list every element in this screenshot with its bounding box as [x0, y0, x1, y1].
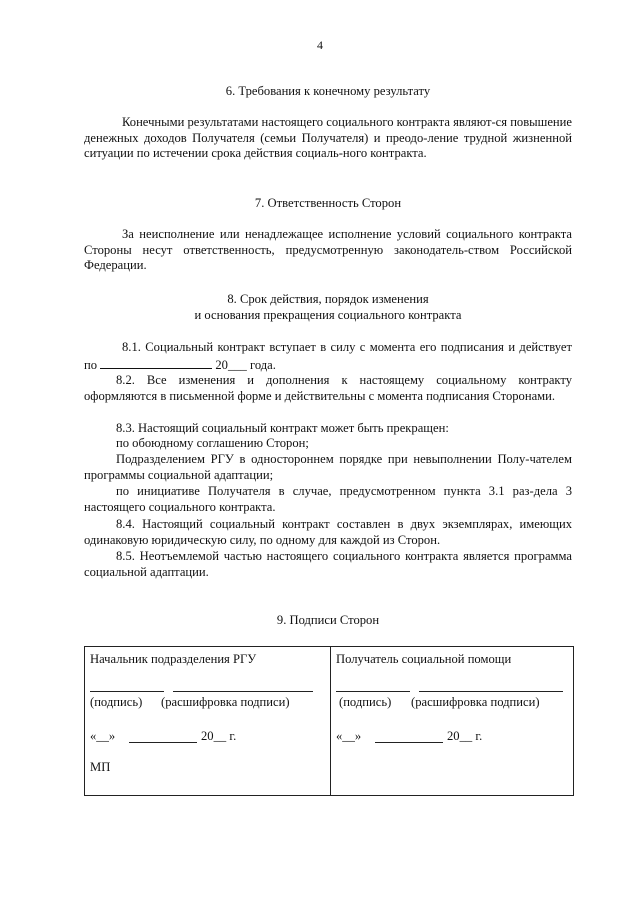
- date-month-line: [129, 742, 197, 743]
- section-6-title: 6. Требования к конечному результату: [225, 84, 431, 98]
- date-month-line: [375, 742, 443, 743]
- date-day: «__»: [336, 729, 362, 743]
- signer-role: Получатель социальной помощи: [336, 652, 512, 666]
- decode-caption: (расшифровка подписи): [411, 695, 540, 709]
- clause-8-1-text: 8.1. Социальный контракт вступает в силу с момента его подписания и действует по: [84, 340, 572, 372]
- clause-8-5: 8.5. Неотъемлемой частью настоящего социального контракта является программа социальной адаптации.: [84, 549, 572, 579]
- section-8-title-line2: и основания прекращения социального контракта: [194, 308, 462, 322]
- section-9-title: 9. Подписи Сторон: [276, 613, 380, 627]
- signer-role: Начальник подразделения РГУ: [90, 652, 257, 666]
- signature-block-recipient: [331, 647, 576, 795]
- signature-block-rgu: [85, 647, 330, 795]
- signature-table: [84, 646, 574, 796]
- clause-8-4: 8.4. Настоящий социальный контракт составлен в двух экземплярах, имеющих одинаковую юридическую силу, по одному для каждой из Сторон.: [84, 517, 572, 547]
- section-8-title-line1: 8. Срок действия, порядок изменения: [227, 292, 429, 306]
- date-blank-line: [100, 356, 212, 369]
- clause-8-1-year: 20___ года.: [215, 357, 276, 372]
- date-day: «__»: [90, 729, 116, 743]
- stamp-label: МП: [90, 760, 111, 774]
- clause-8-3-item-3: по инициативе Получателя в случае, предусмотренном пункта 3.1 раз-дела 3 настоящего социального контракта.: [84, 484, 572, 514]
- clause-8-1: [84, 340, 572, 373]
- signature-caption: (подпись): [339, 695, 392, 709]
- section-6-text: Конечными результатами настоящего социального контракта являют-ся повышение денежных доходов Получателя (семьи Получателя) и преодо-ление трудной жизненной ситуации по истечении срока действия социаль-ного контракта.: [84, 115, 572, 160]
- name-decode-line: [173, 691, 313, 692]
- clause-8-3-item-1: по обоюдному соглашению Сторон;: [116, 436, 309, 450]
- clause-8-2: 8.2. Все изменения и дополнения к настоящему социальному контракту оформляются в письменной форме и действительны с момента подписания Сторонами.: [84, 373, 572, 403]
- signature-line: [90, 691, 164, 692]
- page-number: 4: [317, 38, 323, 52]
- decode-caption: (расшифровка подписи): [161, 695, 290, 709]
- signature-caption: (подпись): [90, 695, 143, 709]
- name-decode-line: [419, 691, 563, 692]
- date-year: 20__ г.: [447, 729, 483, 743]
- signature-line: [336, 691, 410, 692]
- clause-8-3-item-2: Подразделением РГУ в одностороннем порядке при невыполнении Полу-чателем программы социальной адаптации;: [84, 452, 572, 482]
- section-7-title: 7. Ответственность Сторон: [254, 196, 402, 210]
- date-year: 20__ г.: [201, 729, 237, 743]
- clause-8-3: 8.3. Настоящий социальный контракт может быть прекращен:: [116, 421, 449, 435]
- section-7-text: За неисполнение или ненадлежащее исполнение условий социального контракта Стороны несут ответственность, предусмотренную законодатель-ством Российской Федерации.: [84, 227, 572, 272]
